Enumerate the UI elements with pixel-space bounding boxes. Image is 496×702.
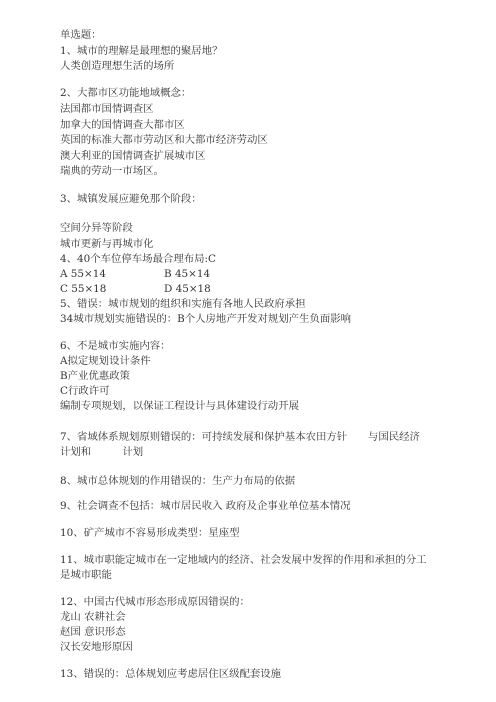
option-b: B 45×14 bbox=[164, 268, 211, 280]
question-1: 1、城市的理解是最理想的聚居地？ bbox=[60, 45, 223, 57]
option-row bbox=[60, 268, 210, 281]
answer-line: 瑞典的劳动一市场区。 bbox=[60, 165, 164, 177]
question-12: 12、中国古代城市形态形成原因错误的： bbox=[60, 596, 250, 608]
question-4: 4、40个车位停车场最合理布局:C bbox=[60, 253, 216, 265]
question-11: 11、城市职能定城市在一定地域内的经济、社会发展中发挥的作用和承担的分工 bbox=[60, 554, 427, 566]
section-heading: 单选题： bbox=[60, 29, 102, 41]
answer-1: 人类创造理想生活的场所 bbox=[60, 60, 175, 72]
question-13: 13、错误的：总体规划应考虑居住区级配套设施 bbox=[60, 668, 282, 680]
answer-line: B产业优惠政策 bbox=[60, 370, 130, 382]
question-7-cont: 计划和 计划 bbox=[60, 446, 144, 458]
answer-line: 加拿大的国情调查大都市区 bbox=[60, 119, 185, 131]
answer-line: C行政许可 bbox=[60, 385, 110, 397]
question-3: 3、城镇发展应避免那个阶段： bbox=[60, 193, 202, 205]
answer-line: 法国都市国情调查区 bbox=[60, 103, 154, 115]
question-11-cont: 是城市职能 bbox=[60, 569, 112, 581]
question-2: 2、大都市区功能地域概念： bbox=[60, 87, 192, 99]
question-34: 34城市规划实施错误的：B个人房地产开发对规划产生负面影响 bbox=[60, 313, 352, 325]
question-8: 8、城市总体规划的作用错误的：生产力布局的依据 bbox=[60, 475, 296, 487]
option-c: C 55×18 bbox=[60, 283, 107, 295]
question-10: 10、矿产城市不容易形成类型：星座型 bbox=[60, 527, 240, 539]
answer-line: 空间分异等阶段 bbox=[60, 222, 133, 234]
answer-line: 龙山 农耕社会 bbox=[60, 611, 126, 623]
answer-line: 赵国 意识形态 bbox=[60, 626, 126, 638]
answer-line: 英国的标准大都市劳动区和大都市经济劳动区 bbox=[60, 134, 268, 146]
question-6: 6、不是城市实施内容： bbox=[60, 340, 171, 352]
option-d: D 45×18 bbox=[164, 283, 211, 295]
option-row bbox=[60, 283, 211, 296]
option-a: A 55×14 bbox=[60, 268, 106, 280]
question-5: 5、错误：城市规划的组织和实施有各地人民政府承担 bbox=[60, 298, 306, 310]
answer-line: 汉长安地形原因 bbox=[60, 641, 133, 653]
question-9: 9、社会调查不包括：城市居民收入 政府及企事业单位基本情况 bbox=[60, 500, 351, 512]
answer-line: A拟定规划设计条件 bbox=[60, 355, 151, 367]
question-7: 7、省域体系规划原则错误的：可持续发展和保护基本农田方针 与国民经济 bbox=[60, 431, 420, 443]
answer-line: 编制专项规划，以保证工程设计与具体建设行动开展 bbox=[60, 400, 299, 412]
answer-line: 澳大利亚的国情调查扩展城市区 bbox=[60, 150, 206, 162]
answer-line: 城市更新与再城市化 bbox=[60, 238, 154, 250]
